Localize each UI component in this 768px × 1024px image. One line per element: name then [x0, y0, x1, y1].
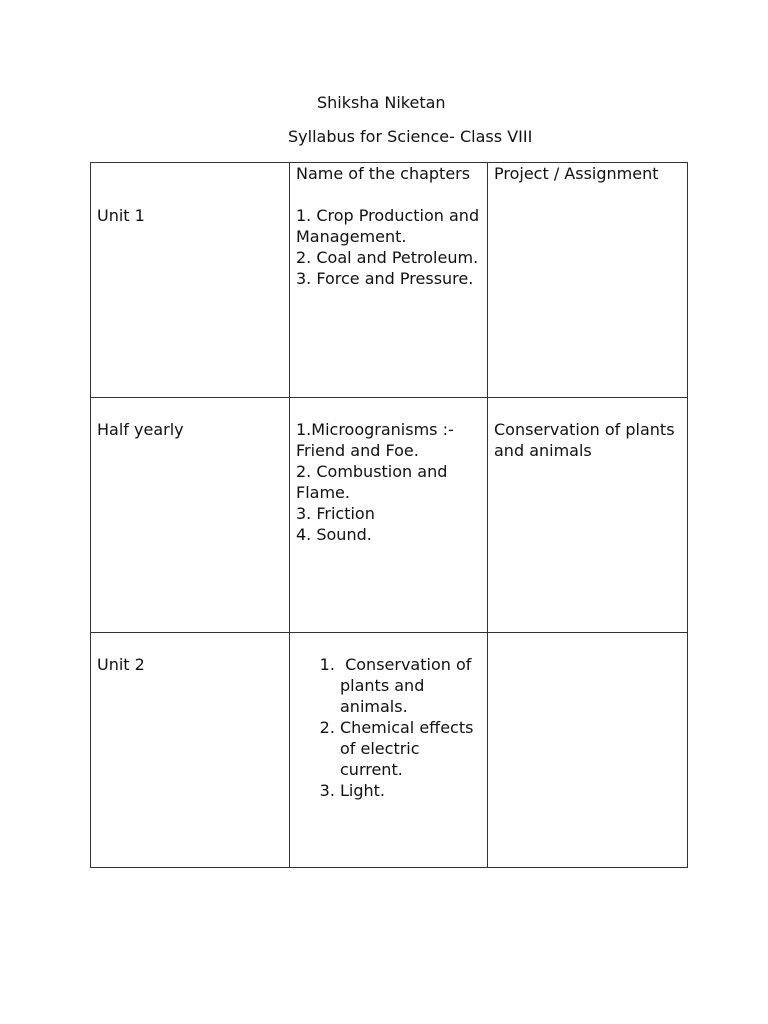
- chapters-cell: [290, 163, 488, 398]
- project-heading: Project / Assignment: [494, 164, 659, 183]
- project-cell: [488, 163, 688, 398]
- chapters-cell: [290, 633, 488, 868]
- chapter-item: 1.Microogranisms :- Friend and Foe.: [296, 420, 454, 460]
- table-row: [91, 163, 688, 398]
- chapter-item: 2. Coal and Petroleum.: [296, 248, 479, 267]
- chapter-item: 3. Light.: [340, 780, 481, 801]
- unit-cell: [91, 398, 290, 633]
- unit-cell: [91, 163, 290, 398]
- project-cell: [488, 398, 688, 633]
- chapter-item: 3. Force and Pressure.: [296, 269, 474, 288]
- chapter-list: [296, 654, 481, 801]
- syllabus-title: Syllabus for Science- Class VIII: [288, 127, 533, 146]
- syllabus-table: [90, 162, 688, 868]
- chapter-item: 2. Chemical effects of electric current.: [340, 717, 481, 780]
- project-cell: [488, 633, 688, 868]
- table-row: [91, 398, 688, 633]
- chapters-cell: [290, 398, 488, 633]
- chapter-item: 2. Combustion and Flame.: [296, 462, 448, 502]
- school-name: Shiksha Niketan: [317, 93, 446, 112]
- table-row: [91, 633, 688, 868]
- chapter-item: 4. Sound.: [296, 525, 372, 544]
- chapter-item: 3. Friction: [296, 504, 375, 523]
- unit-label: Half yearly: [97, 420, 184, 439]
- chapter-item: 1. Conservation of plants and animals.: [340, 654, 481, 717]
- unit-cell: [91, 633, 290, 868]
- project-text: Conservation of plants and animals: [494, 420, 675, 460]
- unit-label: Unit 1: [97, 206, 145, 225]
- chapters-heading: Name of the chapters: [296, 164, 471, 183]
- chapter-item: 1. Crop Production and Management.: [296, 206, 480, 246]
- unit-label: Unit 2: [97, 655, 145, 674]
